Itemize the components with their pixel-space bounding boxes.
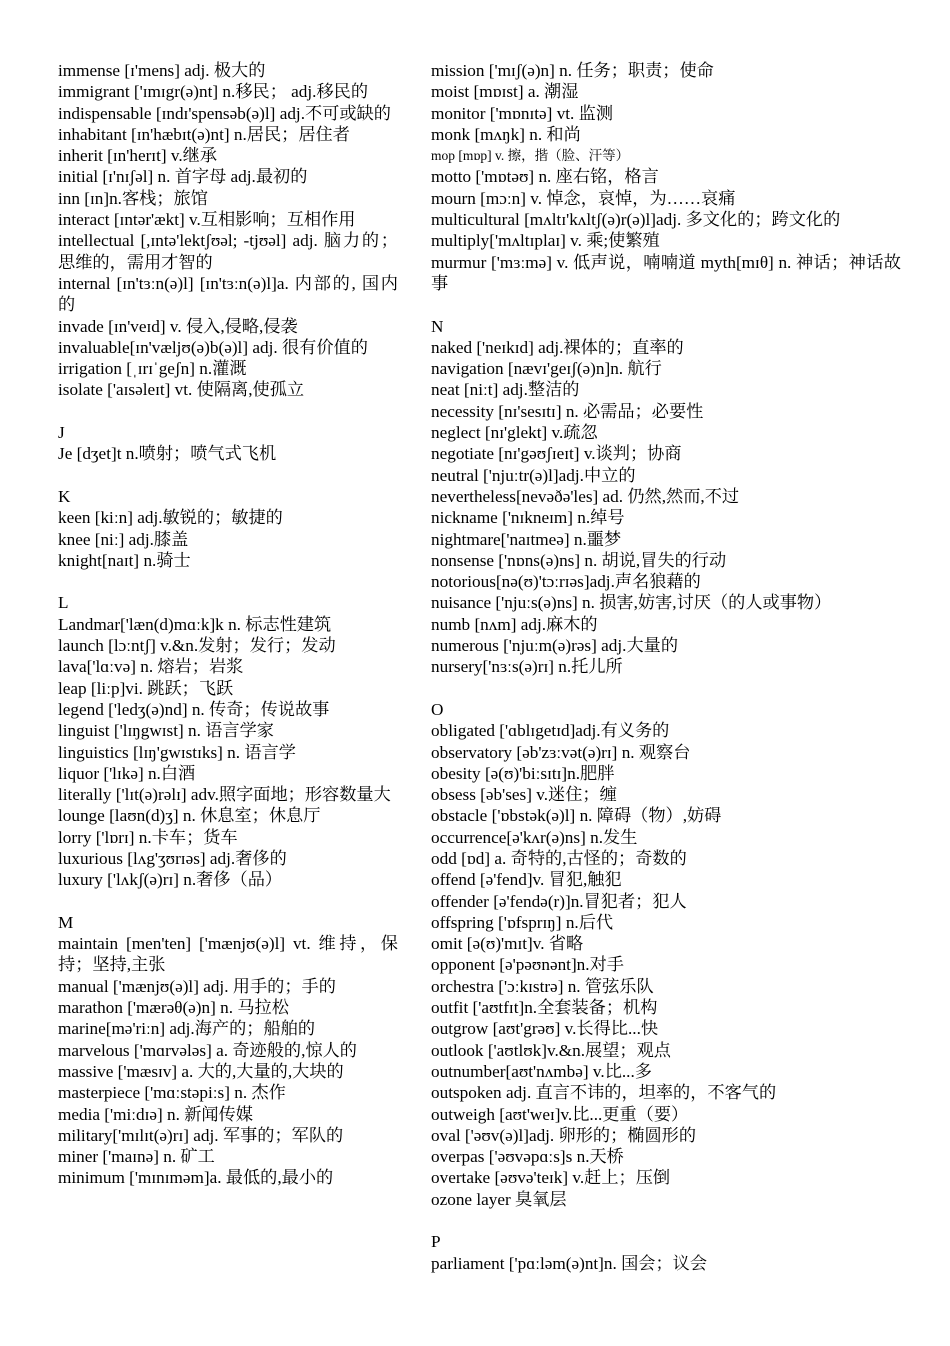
- vocabulary-entry: multiply['mʌltɪplaɪ] v. 乘;使繁殖: [431, 231, 660, 251]
- vocabulary-entry: neat [niːt] adj.整洁的: [431, 380, 580, 400]
- vocabulary-entry: outfit ['aʊtfɪt]n.全套装备；机构: [431, 998, 658, 1018]
- vocabulary-entry: marathon ['mærəθ(ə)n] n. 马拉松: [58, 998, 289, 1018]
- vocabulary-entry: obstacle ['ɒbstək(ə)l] n. 障碍（物）,妨碍: [431, 806, 722, 826]
- vocabulary-entry: lava['lɑːvə] n. 熔岩；岩浆: [58, 657, 244, 677]
- vocabulary-entry: invaluable[ɪn'væljʊ(ə)b(ə)l] adj. 很有价值的: [58, 337, 368, 357]
- section-letter-heading: P: [431, 1232, 441, 1252]
- vocabulary-entry: observatory [əb'zɜːvət(ə)rɪ] n. 观察台: [431, 742, 691, 762]
- vocabulary-entry: inhabitant [ɪn'hæbɪt(ə)nt] n.居民；居住者: [58, 124, 350, 144]
- vocabulary-entry: outspoken adj. 直言不讳的，坦率的，不客气的: [431, 1083, 777, 1103]
- vocabulary-entry: maintain [men'ten] ['mænjʊ(ə)l] vt. 维持，保持；坚持,主张: [58, 934, 398, 975]
- section-spacer: [431, 678, 901, 699]
- vocabulary-entry: parliament ['pɑːləm(ə)nt]n. 国会；议会: [431, 1253, 708, 1273]
- vocabulary-entry: military['mɪlɪt(ə)rɪ] adj. 军事的；军队的: [58, 1125, 344, 1145]
- vocabulary-entry: keen [kiːn] adj.敏锐的；敏捷的: [58, 508, 283, 528]
- vocabulary-entry: negotiate [nɪ'gəʊʃɪeɪt] v.谈判；协商: [431, 444, 682, 464]
- vocabulary-entry: leap [liːp]vi. 跳跃；飞跃: [58, 678, 234, 698]
- vocabulary-entry: murmur ['mɜːmə] v. 低声说，喃喃道 myth[mɪθ] n. 神话；神话故事: [431, 252, 901, 293]
- vocabulary-entry: outweigh [aʊt'weɪ]v.比...更重（要）: [431, 1104, 689, 1124]
- section-spacer: [58, 401, 398, 422]
- vocabulary-entry: outgrow [aʊt'grəʊ] v.长得比...快: [431, 1019, 659, 1039]
- vocabulary-entry: isolate ['aɪsəleɪt] vt. 使隔离,使孤立: [58, 380, 305, 400]
- vocabulary-entry: luxurious [lʌg'ʒʊrɪəs] adj.奢侈的: [58, 848, 287, 868]
- vocabulary-entry: immigrant ['ɪmɪgr(ə)nt] n.移民； adj.移民的: [58, 82, 369, 102]
- vocabulary-entry: obsess [əb'ses] v.迷住；缠: [431, 785, 617, 805]
- vocabulary-entry: omit [ə(ʊ)'mɪt]v. 省略: [431, 934, 584, 954]
- vocabulary-entry: offend [ə'fend]v. 冒犯,触犯: [431, 870, 622, 890]
- section-spacer: [58, 465, 398, 486]
- vocabulary-entry: indispensable [ɪndɪ'spensəb(ə)l] adj.不可或缺的: [58, 103, 391, 123]
- vocabulary-entry: ozone layer 臭氧层: [431, 1189, 567, 1209]
- vocabulary-entry: nevertheless[nevəðə'les] ad. 仍然,然而,不过: [431, 486, 740, 506]
- vocabulary-entry: nightmare['naɪtmeə] n.噩梦: [431, 529, 622, 549]
- vocabulary-entry: nickname ['nɪkneɪm] n.绰号: [431, 508, 625, 528]
- vocabulary-entry: internal [ɪn'tɜːn(ə)l] [ɪn'tɜːn(ə)l]a. 内部的, 国内的: [58, 273, 398, 315]
- vocabulary-entry: linguistics [lɪŋ'gwɪstɪks] n. 语言学: [58, 742, 296, 762]
- section-spacer: [431, 1210, 901, 1231]
- vocabulary-entry: miner ['maɪnə] n. 矿工: [58, 1147, 215, 1167]
- vocabulary-entry: knight[naɪt] n.骑士: [58, 550, 191, 570]
- vocabulary-entry: legend ['ledʒ(ə)nd] n. 传奇；传说故事: [58, 699, 330, 719]
- vocabulary-entry: marine[mə'riːn] adj.海产的；船舶的: [58, 1019, 316, 1039]
- left-column: [58, 60, 398, 1189]
- vocabulary-entry: nuisance ['njuːs(ə)ns] n. 损害,妨害,讨厌（的人或事物）: [431, 593, 832, 613]
- vocabulary-entry: outlook ['aʊtlʊk]v.&n.展望；观点: [431, 1040, 671, 1060]
- vocabulary-entry: odd [ɒd] a. 奇特的,古怪的；奇数的: [431, 848, 687, 868]
- section-letter-heading: O: [431, 699, 444, 719]
- vocabulary-entry: mission ['mɪʃ(ə)n] n. 任务；职责；使命: [431, 61, 714, 80]
- vocabulary-entry: neutral ['njuːtr(ə)l]adj.中立的: [431, 465, 636, 485]
- vocabulary-entry: immense [ɪ'mens] adj. 极大的: [58, 61, 266, 80]
- vocabulary-entry: luxury ['lʌkʃ(ə)rɪ] n.奢侈（品）: [58, 870, 283, 890]
- vocabulary-entry: nonsense ['nɒns(ə)ns] n. 胡说,冒失的行动: [431, 550, 727, 570]
- section-letter-heading: N: [431, 316, 444, 336]
- vocabulary-entry: invade [ɪn'veɪd] v. 侵入,侵略,侵袭: [58, 316, 298, 336]
- vocabulary-entry: motto ['mɒtəʊ] n. 座右铭，格言: [431, 167, 659, 187]
- right-column: [431, 60, 901, 1274]
- section-letter-heading: K: [58, 486, 71, 506]
- vocabulary-entry: neglect [nɪ'glekt] v.疏忽: [431, 423, 598, 443]
- vocabulary-entry: obesity [ə(ʊ)'biːsɪtɪ]n.肥胖: [431, 763, 615, 783]
- section-letter-heading: M: [58, 912, 74, 932]
- vocabulary-entry: orchestra ['ɔːkɪstrə] n. 管弦乐队: [431, 976, 654, 996]
- vocabulary-entry: initial [ɪ'nɪʃəl] n. 首字母 adj.最初的: [58, 167, 308, 187]
- vocabulary-entry: oval ['əʊv(ə)l]adj. 卵形的；椭圆形的: [431, 1125, 697, 1145]
- section-spacer: [58, 571, 398, 592]
- vocabulary-entry: opponent [ə'pəʊnənt]n.对手: [431, 955, 624, 975]
- vocabulary-entry: linguist ['lɪŋgwɪst] n. 语言学家: [58, 721, 274, 741]
- vocabulary-entry: overtake [əʊvə'teɪk] v.赶上；压倒: [431, 1168, 671, 1188]
- vocabulary-entry: intellectual [,ɪntə'lektʃʊəl; -tjʊəl] adj. 脑力的；思维的，需用才智的: [58, 231, 398, 272]
- vocabulary-entry: numb [nʌm] adj.麻木的: [431, 614, 598, 634]
- vocabulary-entry: offender [ə'fendə(r)]n.冒犯者；犯人: [431, 891, 687, 911]
- section-letter-heading: L: [58, 593, 69, 613]
- vocabulary-entry: massive ['mæsɪv] a. 大的,大量的,大块的: [58, 1061, 344, 1081]
- vocabulary-entry: numerous ['njuːm(ə)rəs] adj.大量的: [431, 636, 679, 656]
- vocabulary-entry: moist [mɒɪst] a. 潮湿: [431, 82, 579, 102]
- vocabulary-entry: necessity [nɪ'sesɪtɪ] n. 必需品；必要性: [431, 401, 704, 421]
- vocabulary-entry: overpas ['əʊvəpɑːs]s n.天桥: [431, 1147, 624, 1167]
- vocabulary-entry: inherit [ɪn'herɪt] v.继承: [58, 146, 218, 166]
- vocabulary-entry: nursery['nɜːs(ə)rɪ] n.托儿所: [431, 657, 623, 677]
- vocabulary-entry: naked ['neɪkɪd] adj.裸体的；直率的: [431, 337, 684, 357]
- vocabulary-entry: multicultural [mʌltɪ'kʌltʃ(ə)r(ə)l]adj. 多文化的；跨文化的: [431, 210, 841, 230]
- vocabulary-entry: occurrence[ə'kʌr(ə)ns] n.发生: [431, 827, 638, 847]
- vocabulary-entry: lorry ['lɒrɪ] n.卡车；货车: [58, 827, 238, 847]
- vocabulary-entry: outnumber[aʊt'nʌmbə] v.比...多: [431, 1061, 652, 1081]
- vocabulary-entry: media ['miːdɪə] n. 新闻传媒: [58, 1104, 253, 1124]
- vocabulary-entry: literally ['lɪt(ə)rəlɪ] adv.照字面地；形容数量大: [58, 785, 391, 805]
- section-spacer: [431, 294, 901, 315]
- vocabulary-entry: offspring ['ɒfsprɪŋ] n.后代: [431, 912, 614, 932]
- vocabulary-entry: notorious[nə(ʊ)'tɔːrɪəs]adj.声名狼藉的: [431, 572, 701, 592]
- vocabulary-entry: navigation [nævɪ'geɪʃ(ə)n]n. 航行: [431, 359, 662, 379]
- vocabulary-entry: minimum ['mɪnɪməm]a. 最低的,最小的: [58, 1168, 334, 1188]
- vocabulary-entry: Landmar['læn(d)mɑːk]k n. 标志性建筑: [58, 614, 332, 634]
- vocabulary-entry: masterpiece ['mɑːstəpiːs] n. 杰作: [58, 1083, 286, 1103]
- vocabulary-entry: Je [dʒet]t n.喷射；喷气式飞机: [58, 444, 277, 464]
- vocabulary-entry: marvelous ['mɑrvələs] a. 奇迹般的,惊人的: [58, 1040, 357, 1060]
- vocabulary-entry: monk [mʌŋk] n. 和尚: [431, 124, 581, 144]
- vocabulary-entry: mourn [mɔːn] v. 悼念，哀悼，为……哀痛: [431, 188, 736, 208]
- vocabulary-entry: liquor ['lɪkə] n.白酒: [58, 763, 196, 783]
- vocabulary-entry: monitor ['mɒnɪtə] vt. 监测: [431, 103, 614, 123]
- section-spacer: [58, 891, 398, 912]
- vocabulary-entry: irrigation [ˌɪrɪˈgeʃn] n.灌溉: [58, 359, 247, 379]
- vocabulary-entry: manual ['mænjʊ(ə)l] adj. 用手的；手的: [58, 976, 336, 996]
- vocabulary-entry: interact [ɪntər'ækt] v.互相影响；互相作用: [58, 210, 356, 230]
- vocabulary-entry: knee [niː] adj.膝盖: [58, 529, 189, 549]
- vocabulary-entry: launch [lɔːntʃ] v.&n.发射；发行；发动: [58, 636, 336, 656]
- vocabulary-entry: inn [ɪn]n.客栈；旅馆: [58, 188, 208, 208]
- vocabulary-entry: obligated ['ɑblɪgetɪd]adj.有义务的: [431, 721, 670, 741]
- section-letter-heading: J: [58, 423, 65, 443]
- vocabulary-entry: lounge [laʊn(d)ʒ] n. 休息室；休息厅: [58, 806, 321, 826]
- vocabulary-entry: mop [mɒp] v. 擦，揩（脸、汗等）: [431, 148, 630, 164]
